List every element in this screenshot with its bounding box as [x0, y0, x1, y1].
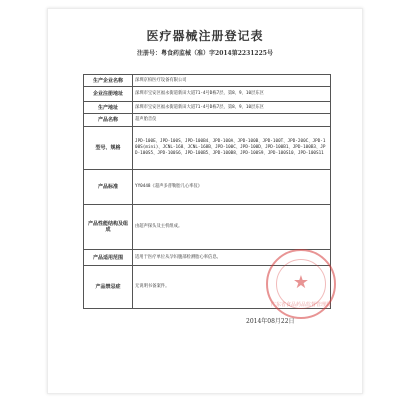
row-label: 产品标准 — [84, 170, 133, 205]
row-value: 深圳京柏医疗设备有限公司 — [133, 75, 331, 87]
row-label: 产品适用范围 — [84, 250, 133, 266]
row-label: 生产企业名称 — [84, 75, 133, 87]
row-value: 超声胎音仪 — [133, 114, 331, 127]
row-value: 适用于医疗单位从孕妇腹部检测胎心率信息。 — [133, 250, 331, 266]
issue-date: 2014年08月22日 — [246, 318, 295, 325]
table-row — [84, 75, 331, 87]
seal-text: 广东省食品药品监督管理局 — [270, 302, 331, 308]
table-row — [84, 127, 331, 170]
row-label: 产品名称 — [84, 114, 133, 127]
registration-document — [47, 8, 363, 394]
table-row — [84, 205, 331, 250]
row-value: 深圳市宝安区福永街道新田大道71-4号D栋7层、第8、9、10层东区 — [133, 87, 331, 102]
row-value: YY0448《超声多普勒胎儿心率仪》 — [133, 170, 331, 205]
row-value: JPD-100E、JPD-100S、JPD-100B4、JPD-100A、JPD-100B、JPD-100T、JPD-200C、JPD-100S(mini)、JCNL-168、JCNL-168B、JPD-100C、JPD-100D、JPD-100B1、JPD-100B3、JPD-100S5、JPD-100S6、JPD-100B5、JPD-100B8、JPD-100S9、JPD-100S10、JPD-100S11 — [133, 127, 331, 170]
registration-number-value: 粤食药监械（准）字2014第2231225号 — [161, 50, 273, 57]
table-row — [84, 87, 331, 102]
row-label: 生产地址 — [84, 102, 133, 114]
row-value: 深圳市宝安区福永街道新田大道71-4号D栋7层、第8、9、10层东区 — [133, 102, 331, 114]
document-title: 医疗器械注册登记表 — [146, 29, 264, 43]
row-label: 产品性能结构及组成 — [84, 205, 133, 250]
table-row — [84, 102, 331, 114]
row-value: 无说明书备案件。 — [133, 266, 331, 309]
table-row — [84, 114, 331, 127]
row-label: 产品禁忌症 — [84, 266, 133, 309]
star-icon: ★ — [292, 272, 310, 293]
row-label: 型号、规格 — [84, 127, 133, 170]
official-seal — [266, 249, 336, 319]
row-label: 企业注册地址 — [84, 87, 133, 102]
registration-number-label: 注册号： — [137, 50, 162, 57]
registration-number — [48, 48, 362, 57]
row-value: 由超声探头及主机组成。 — [133, 205, 331, 250]
table-row — [84, 170, 331, 205]
